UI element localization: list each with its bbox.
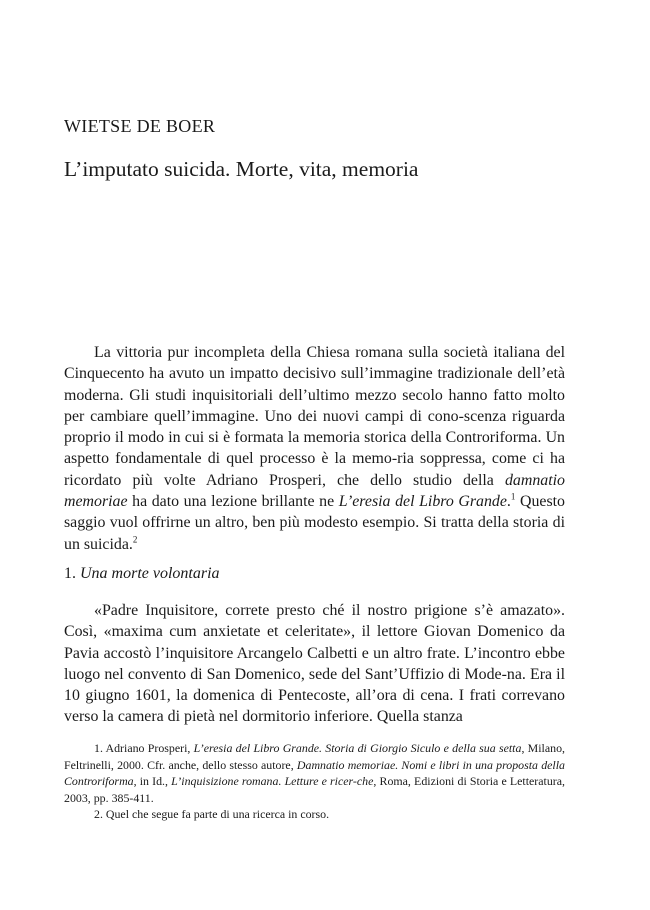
section-paragraph — [64, 600, 565, 728]
section-number: 1. — [64, 565, 76, 582]
intro-text: La vittoria pur incompleta della Chiesa romana sulla società italiana del Cinquecento ha avuto un impatto decisivo sull’immagine tradizionale dell’età moderna. Gli studi inquisitoriali dell’ultimo mezzo secolo hanno fatto molto per cambiare quell’immagine. Uno dei nuovi campi di cono-scenza riguarda proprio il modo in cui si è formata la memoria storica della Controriforma. Un aspetto fondamentale di quel processo è la memo-ria soppressa, come ci ha ricordato più volte Adriano Prosperi, che dello studio della — [64, 344, 565, 489]
author-name: WIETSE DE BOER — [64, 116, 216, 136]
footnote-1-italic-f: L’inquisizione romana. Letture e ricer-che — [171, 774, 374, 789]
footnote-1-italic-b: L’eresia del Libro Grande. Storia di Giorgio Siculo e della sua setta — [193, 741, 522, 755]
footnote-1-text-e: , in Id., — [133, 774, 172, 789]
section-heading — [64, 565, 220, 583]
intro-paragraph — [64, 342, 565, 555]
footnote-1 — [64, 740, 565, 806]
intro-text-3: . — [506, 493, 511, 511]
footnote-ref-2[interactable]: 2 — [132, 534, 138, 545]
section-text: «Padre Inquisitore, correte presto ché il nostro prigione s’è amazato». Così, «maxima cum anxietate et celeritate», il lettore Giovan Domenico da Pavia accostò l’inquisitore Arcangelo Calbetti e un altro frate. L’incontro ebbe luogo nel convento di San Domenico, sede del Sant’Uffizio di Mode-na. Era il 10 giugno 1601, la domenica di Pentecoste, all’ora di cena. I frati correvano verso la camera di pietà nel dormitorio inferiore. Quella stanza — [64, 602, 565, 726]
article-title: L’imputato suicida. Morte, vita, memoria — [64, 157, 419, 181]
intro-italic-book: L’eresia del Libro Grande — [338, 493, 507, 511]
footnotes — [64, 740, 565, 823]
section-heading-text: Una morte volontaria — [80, 565, 220, 582]
footnote-1-text-a: 1. Adriano Prosperi, — [94, 741, 194, 755]
intro-italic-damnatio: damnatio memoriae — [64, 471, 565, 511]
footnote-1-text-g: , Roma, Edizioni di Storia e Letteratura, 2003, pp. 385-411. — [64, 774, 565, 805]
intro-text-4: Questo saggio vuol offrirne un altro, ben più modesto esempio. Si tratta della storia di un suicida. — [64, 493, 565, 553]
footnote-2: 2. Quel che segue fa parte di una ricerca in corso. — [94, 807, 330, 822]
footnote-1-italic-d: Damnatio memoriae. Nomi e libri in una proposta della Controriforma — [64, 757, 565, 789]
intro-text-2: ha dato una lezione brillante ne — [127, 493, 339, 511]
footnote-1-text-c: , Milano, Feltrinelli, 2000. Cfr. anche, dello stesso autore, — [64, 741, 565, 772]
footnote-ref-1[interactable]: 1 — [510, 491, 516, 502]
